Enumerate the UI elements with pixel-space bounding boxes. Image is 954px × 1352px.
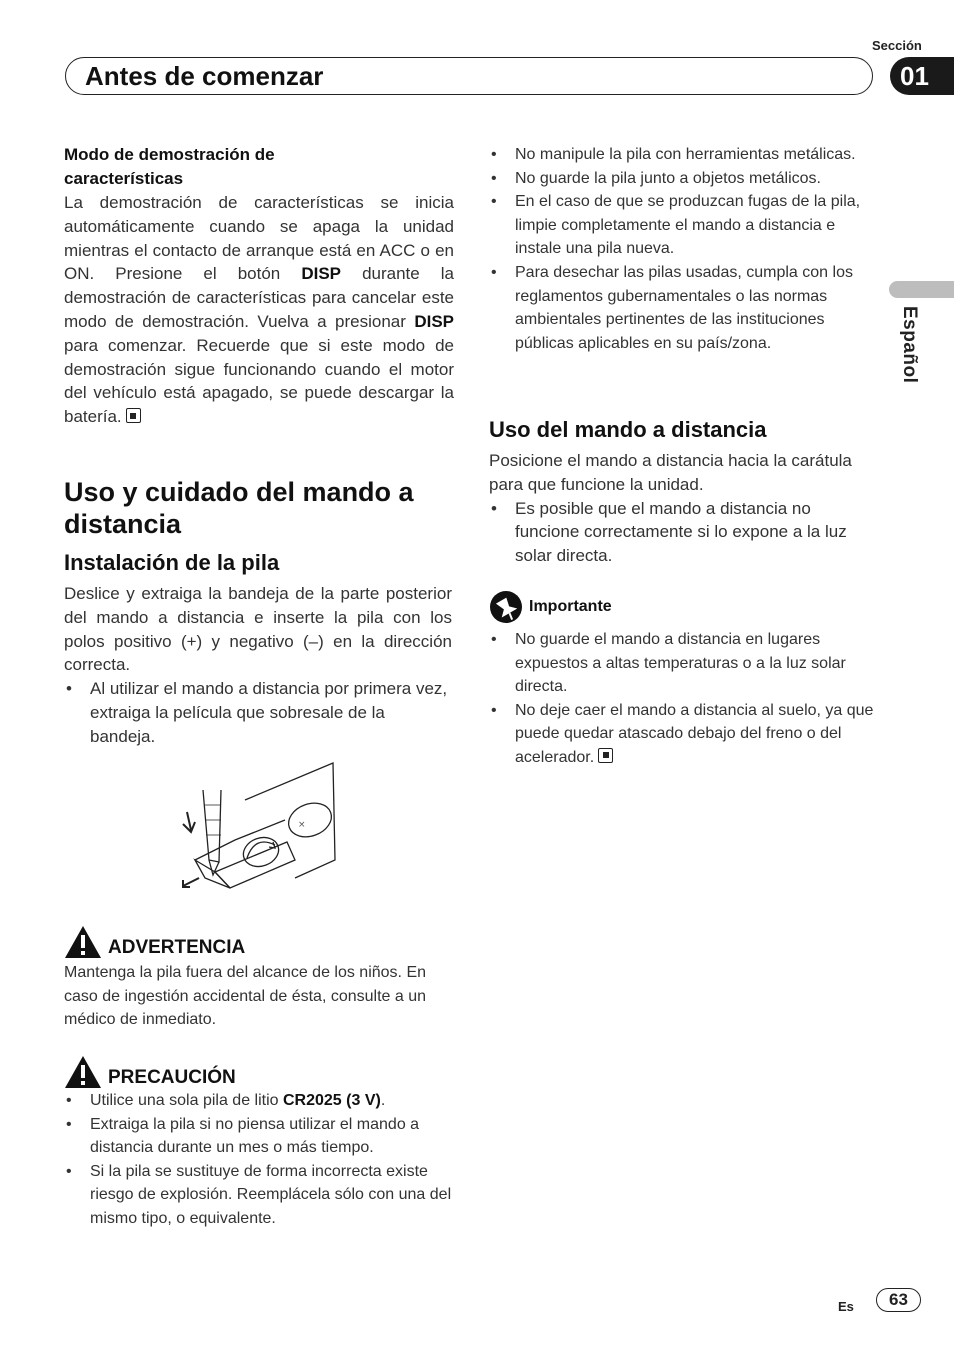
caution-bullet-2: • Extraiga la pila si no piensa utilizar el mando a distancia durante un mes o más tiempo. xyxy=(64,1113,454,1160)
caution-title: PRECAUCIÓN xyxy=(108,1067,236,1088)
important-bullet-2-text: No deje caer el mando a distancia al suelo, ya que puede quedar atascado debajo del freno o del acelerador. xyxy=(515,701,874,766)
main-section-title: Uso y cuidado del mando a distancia xyxy=(64,477,414,539)
battery-model: CR2025 (3 V) xyxy=(283,1092,381,1109)
install-text: Deslice y extraiga la bandeja de la parte posterior del mando a distancia e inserte la pila con los polos positivo (+) y negativo (–) en la dirección correcta. xyxy=(64,584,452,675)
disp-key-2: DISP xyxy=(414,311,454,331)
demo-text-3: para comenzar. Recuerde que si este modo de demostración sigue funcionando cuando el motor del vehículo está apagado, se puede descargar la batería. xyxy=(64,335,454,427)
caution-bullet-1-text: Utilice una sola pila de litio xyxy=(90,1092,279,1109)
language-tab-bar xyxy=(889,281,954,298)
warning-title: ADVERTENCIA xyxy=(108,937,246,958)
language-code: Es xyxy=(838,1299,854,1314)
install-section xyxy=(64,582,452,749)
warning-box xyxy=(64,925,454,1032)
important-title: Importante xyxy=(529,598,612,615)
important-bullet-2 xyxy=(489,699,877,770)
use-text: Posicione el mando a distancia hacia la carátula para que funcione la unidad. xyxy=(489,451,852,494)
install-bullet: • Al utilizar el mando a distancia por primera vez, extraiga la película que sobresale de la bandeja. xyxy=(64,677,452,748)
demo-section xyxy=(64,143,454,429)
care-bullet-1: • No manipule la pila con herramientas metálicas. xyxy=(489,143,877,167)
section-label: Sección xyxy=(872,38,922,53)
use-bullet: • Es posible que el mando a distancia no funcione correctamente si lo expone a la luz solar directa. xyxy=(489,497,877,568)
demo-heading-line1: Modo de demostración de xyxy=(64,145,275,164)
language-tab-label: Español xyxy=(899,306,920,384)
caution-bullet-1 xyxy=(64,1089,454,1113)
warning-triangle-icon xyxy=(64,925,102,959)
use-section xyxy=(489,449,877,568)
demo-paragraph xyxy=(64,191,454,429)
demo-text-1: La demostración de características se inicia automáticamente cuando se apaga la unidad mientras el contacto de arranque está en ACC o en ON. Presione el botón xyxy=(64,193,454,284)
care-bullet-2: • No guarde la pila junto a objetos metálicos. xyxy=(489,167,877,191)
battery-tray-illustration xyxy=(175,760,340,895)
important-bullet-1: • No guarde el mando a distancia en lugares expuestos a altas temperaturas o a la luz solar directa. xyxy=(489,628,877,699)
use-title: Uso del mando a distancia xyxy=(489,417,767,442)
end-mark-icon xyxy=(598,748,613,763)
important-pin-icon xyxy=(489,590,523,624)
section-number: 01 xyxy=(890,57,954,95)
caution-box xyxy=(64,1055,454,1231)
caution-bullet-1-suffix: . xyxy=(380,1092,386,1109)
important-box xyxy=(489,590,877,770)
install-title: Instalación de la pila xyxy=(64,550,280,575)
demo-heading-line2: características xyxy=(64,169,184,188)
page-title: Antes de comenzar xyxy=(85,61,324,91)
caution-triangle-icon xyxy=(64,1055,102,1089)
demo-text-2: durante la demostración de características para cancelar este modo de demostración. Vuelva a presionar xyxy=(64,264,454,331)
care-bullet-4: • Para desechar las pilas usadas, cumpla con los reglamentos gubernamentales o las normas ambientales pertinentes de las instituciones públicas aplicables en su país/zona. xyxy=(489,261,877,355)
disp-key-1: DISP xyxy=(301,264,341,284)
svg-text:×: × xyxy=(298,820,306,830)
caution-bullet-3: • Si la pila se sustituye de forma incorrecta existe riesgo de explosión. Reemplácela sólo con una del mismo tipo, o equivalente. xyxy=(64,1160,454,1231)
end-mark-icon xyxy=(126,408,141,423)
page-number: 63 xyxy=(876,1288,921,1312)
care-bullet-3: • En el caso de que se produzcan fugas de la pila, limpie completamente el mando a distancia e instale una pila nueva. xyxy=(489,190,877,261)
battery-care-list xyxy=(489,143,877,355)
warning-text: Mantenga la pila fuera del alcance de los niños. En caso de ingestión accidental de ésta, consulte a un médico de inmediato. xyxy=(64,964,427,1029)
